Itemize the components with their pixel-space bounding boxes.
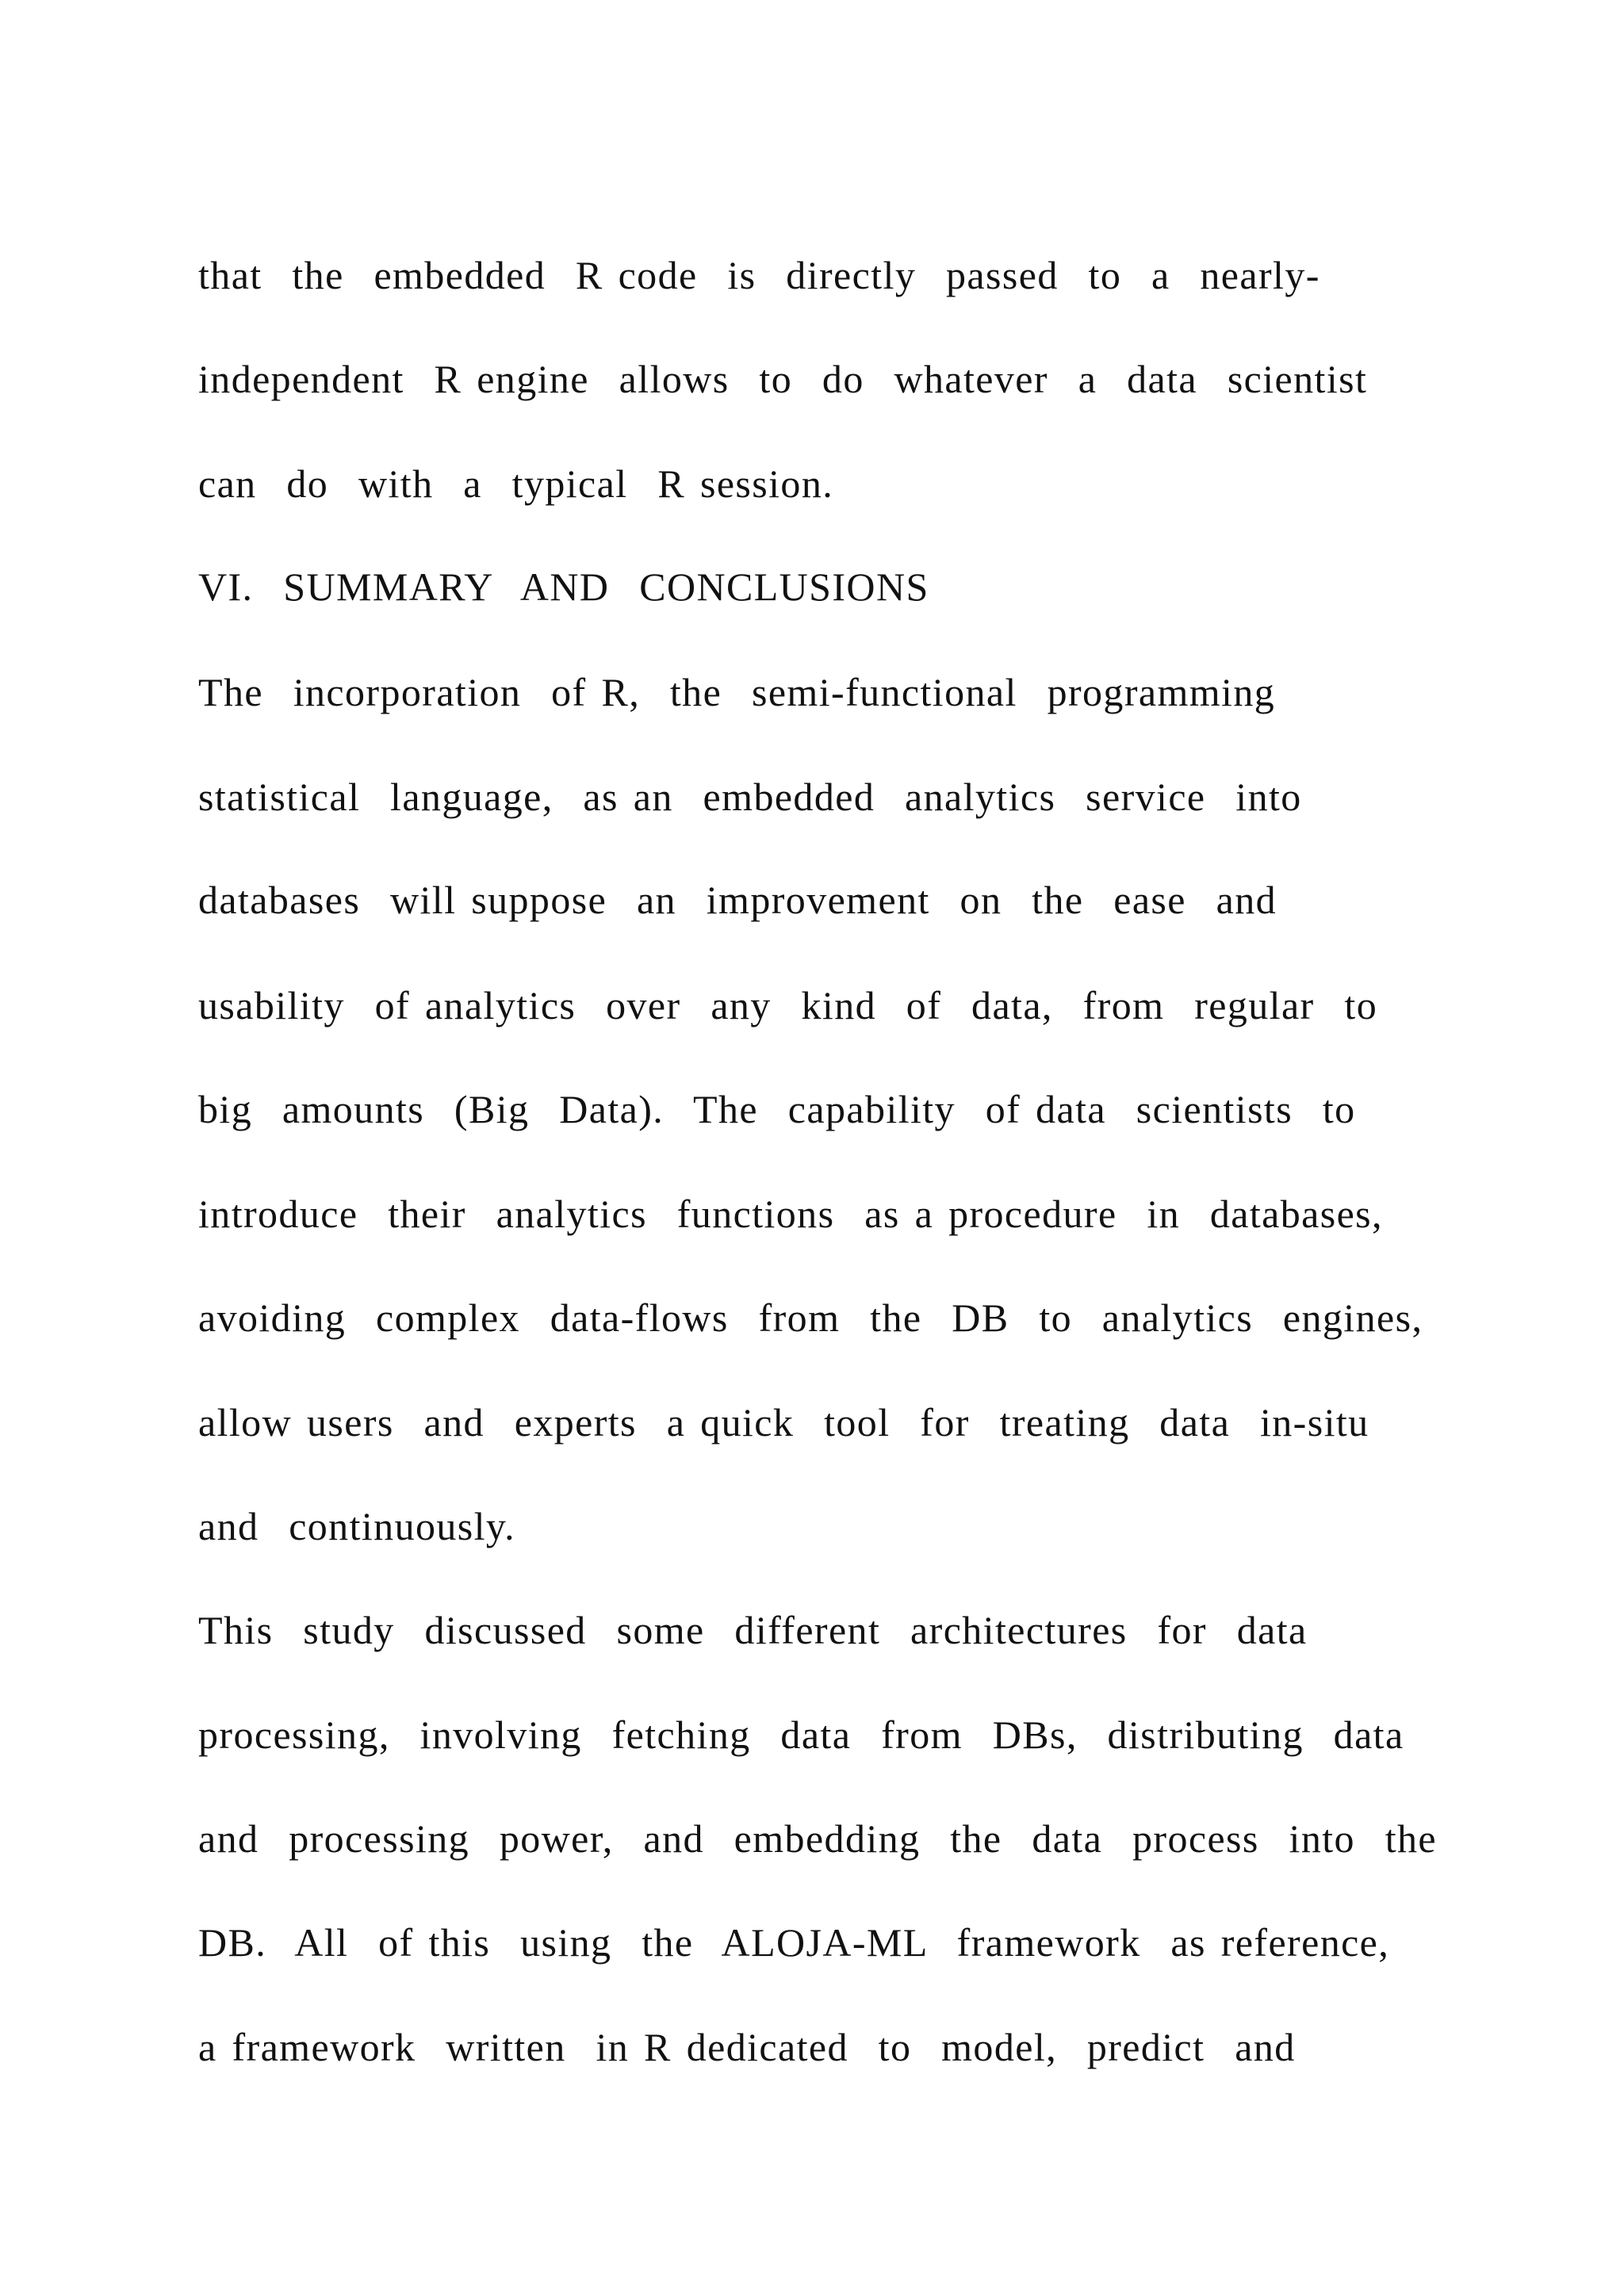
text-line-6: statistical language, as an embedded analytics service into — [198, 775, 1302, 819]
text-line-12: allow users and experts a quick tool for treating data in-situ — [198, 1400, 1369, 1445]
text-line-11: avoiding complex data-flows from the DB to analytics engines, — [198, 1295, 1423, 1340]
text-line-1: that the embedded R code is directly passed to a nearly- — [198, 253, 1320, 297]
text-line-18: a framework written in R dedicated to model, predict and — [198, 2025, 1296, 2069]
text-line-2: independent R engine allows to do whatever a data scientist — [198, 357, 1368, 401]
text-line-7: databases will suppose an improvement on the ease and — [198, 878, 1277, 922]
text-line-5: The incorporation of R, the semi-functional programming — [198, 670, 1276, 714]
text-line-13: and continuously. — [198, 1504, 515, 1548]
text-line-3: can do with a typical R session. — [198, 461, 834, 506]
text-line-15: processing, involving fetching data from DBs, distributing data — [198, 1712, 1404, 1757]
text-line-9: big amounts (Big Data). The capability of data scientists to — [198, 1087, 1356, 1131]
text-line-8: usability of analytics over any kind of data, from regular to — [198, 983, 1378, 1027]
section-heading: VI. SUMMARY AND CONCLUSIONS — [198, 564, 929, 609]
text-line-17: DB. All of this using the ALOJA-ML framework as reference, — [198, 1920, 1390, 1965]
text-line-16: and processing power, and embedding the data process into the — [198, 1816, 1438, 1861]
text-line-14: This study discussed some different architectures for data — [198, 1608, 1308, 1652]
text-line-10: introduce their analytics functions as a procedure in databases, — [198, 1192, 1383, 1236]
